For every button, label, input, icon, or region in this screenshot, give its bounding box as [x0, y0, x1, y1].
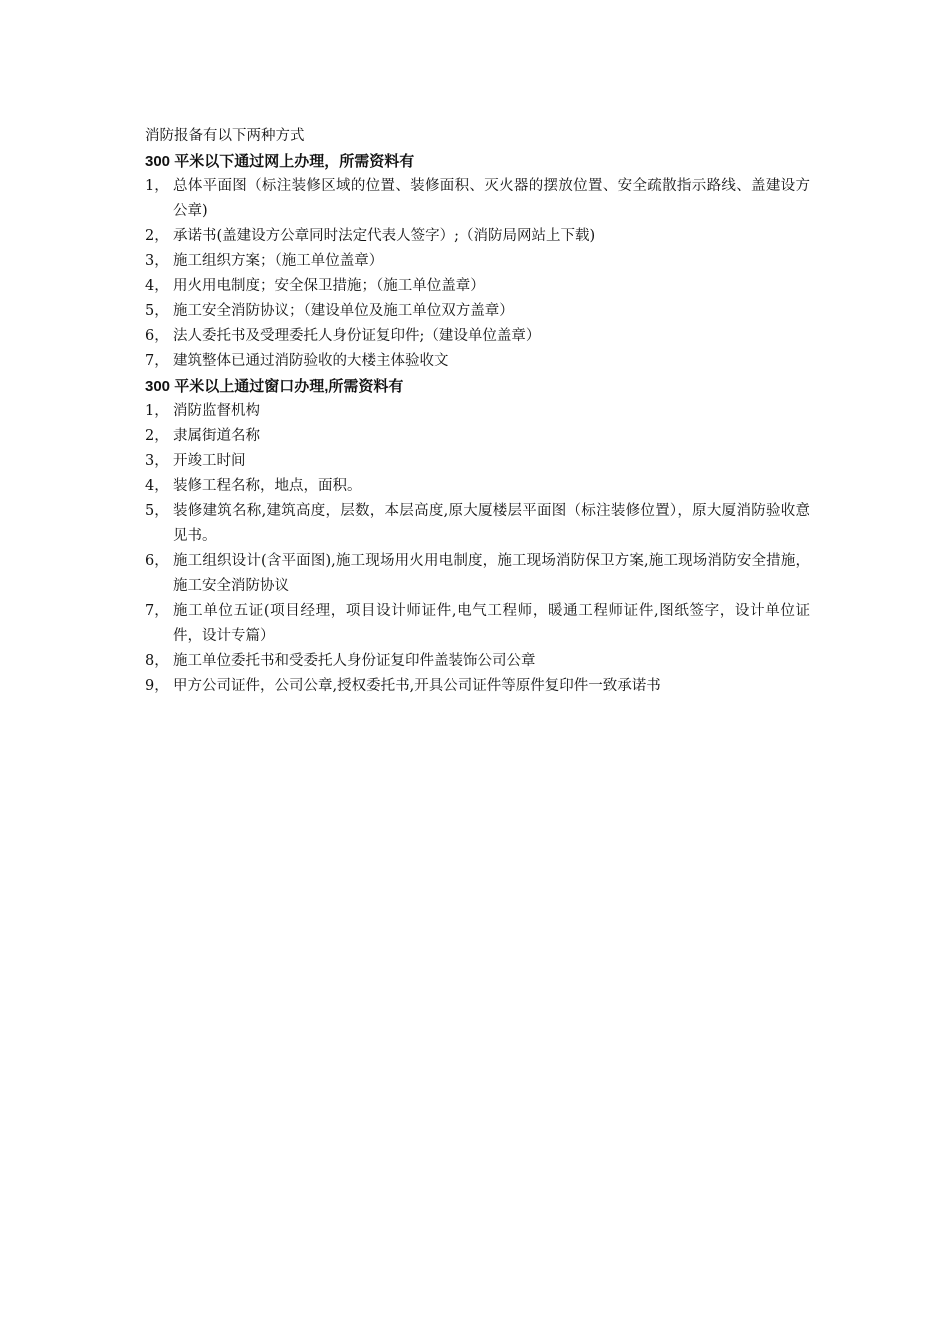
list-item-text: 施工组织方案；（施工单位盖章）: [173, 253, 384, 269]
list-item: [145, 274, 810, 299]
list-item-number: 4，: [145, 478, 169, 494]
list-item: [145, 549, 810, 599]
window-requirements-list: [145, 399, 810, 699]
list-item: [145, 599, 810, 649]
list-item: [145, 174, 810, 224]
list-item-number: 1，: [145, 403, 169, 419]
list-item: [145, 324, 810, 349]
list-item-text: 装修建筑名称,建筑高度，层数，本层高度,原大厦楼层平面图（标注装修位置），原大厦消防验收意见书。: [173, 503, 810, 544]
list-item-text: 施工安全消防协议；（建设单位及施工单位双方盖章）: [173, 303, 514, 319]
list-item-text: 隶属街道名称: [173, 428, 260, 444]
list-item: [145, 474, 810, 499]
list-item-text: 施工组织设计(含平面图),施工现场用火用电制度，施工现场消防保卫方案,施工现场消防安全措施，施工安全消防协议: [173, 553, 810, 594]
list-item-number: 6，: [145, 328, 169, 344]
intro-text: 消防报备有以下两种方式: [145, 128, 305, 144]
list-item-text: 法人委托书及受理委托人身份证复印件;（建设单位盖章）: [173, 328, 541, 344]
section-heading-online: 300 平米以下通过网上办理，所需资料有: [145, 153, 415, 170]
list-item-number: 3，: [145, 453, 169, 469]
list-item-number: 7，: [145, 603, 169, 619]
list-item-number: 2，: [145, 428, 169, 444]
list-item-number: 7，: [145, 353, 169, 369]
list-item-number: 5，: [145, 303, 169, 319]
list-item: [145, 499, 810, 549]
list-item-number: 2，: [145, 228, 169, 244]
list-item-text: 建筑整体已通过消防验收的大楼主体验收文: [173, 353, 449, 369]
list-item: [145, 674, 810, 699]
list-item: [145, 649, 810, 674]
list-item-number: 3，: [145, 253, 169, 269]
list-item-number: 5，: [145, 503, 169, 519]
list-item-text: 甲方公司证件，公司公章,授权委托书,开具公司证件等原件复印件一致承诺书: [173, 678, 661, 694]
list-item-text: 装修工程名称，地点，面积。: [173, 478, 362, 494]
list-item-text: 承诺书(盖建设方公章同时法定代表人签字）;（消防局网站上下载): [173, 228, 596, 244]
list-item-text: 施工单位五证(项目经理，项目设计师证件,电气工程师，暖通工程师证件,图纸签字，设计单位证件，设计专篇）: [173, 603, 810, 644]
list-item-number: 6，: [145, 553, 169, 569]
list-item-text: 用火用电制度；安全保卫措施；（施工单位盖章）: [173, 278, 485, 294]
list-item: [145, 399, 810, 424]
list-item-text: 总体平面图（标注装修区域的位置、装修面积、灭火器的摆放位置、安全疏散指示路线、盖建设方公章): [173, 178, 810, 219]
list-item-text: 消防监督机构: [173, 403, 260, 419]
list-item-text: 施工单位委托书和受委托人身份证复印件盖装饰公司公章: [173, 653, 536, 669]
list-item: [145, 249, 810, 274]
list-item-number: 4，: [145, 278, 169, 294]
list-item-number: 9，: [145, 678, 169, 694]
list-item-text: 开竣工时间: [173, 453, 246, 469]
list-item-number: 1，: [145, 178, 169, 194]
list-item-number: 8，: [145, 653, 169, 669]
list-item: [145, 449, 810, 474]
document-body: [145, 124, 810, 699]
list-item: [145, 299, 810, 324]
online-requirements-list: [145, 174, 810, 374]
list-item: [145, 224, 810, 249]
section-heading-window: 300 平米以上通过窗口办理,所需资料有: [145, 378, 404, 395]
list-item: [145, 424, 810, 449]
list-item: [145, 349, 810, 374]
